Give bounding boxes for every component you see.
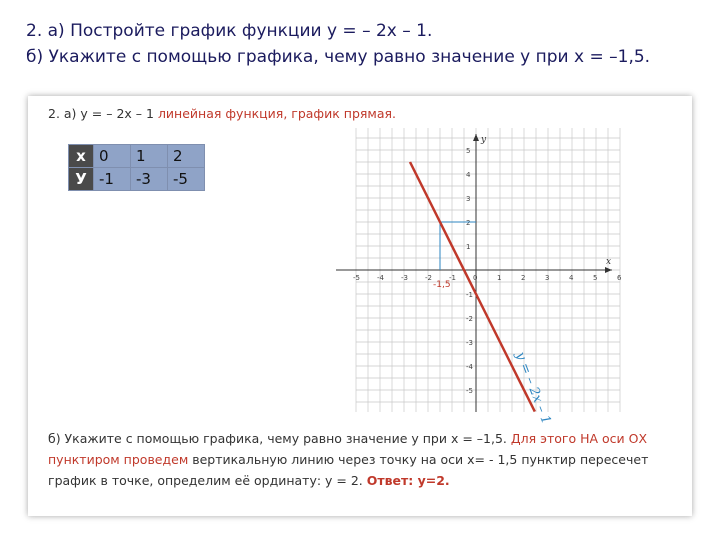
x-tick-labels xyxy=(353,274,622,282)
x-tick-label: 5 xyxy=(593,274,598,282)
x-marker-label: -1,5 xyxy=(433,280,451,290)
y-tick-label: 3 xyxy=(466,195,471,203)
part-b-highlight: Для этого НА оси ОХ пунктиром проведем xyxy=(48,431,648,467)
y-tick-label: -2 xyxy=(466,315,473,323)
x-tick-label: 2 xyxy=(521,274,526,282)
x-tick-label: 3 xyxy=(545,274,550,282)
table-cell: 0 xyxy=(94,145,131,168)
table-cell: 1 xyxy=(131,145,168,168)
y-tick-label: 4 xyxy=(466,171,471,179)
part-a-note: линейная функция, график прямая. xyxy=(157,106,396,121)
table-cell: 2 xyxy=(168,145,205,168)
y-tick-label: -5 xyxy=(466,387,473,395)
values-table xyxy=(68,144,205,191)
part-b-rest: вертикальную линию через точку на оси х= - 1,5 пунктир пересечет график в точке, определим её ординату: у = 2. xyxy=(48,452,649,488)
table-row-y xyxy=(69,168,205,191)
x-axis-label: x xyxy=(606,257,612,267)
x-tick-label: 6 xyxy=(617,274,622,282)
problem-part-b: б) Укажите с помощью графика, чему равно значение у при х = –1,5. xyxy=(26,47,651,67)
x-tick-label: -3 xyxy=(401,274,408,282)
y-tick-label: -1 xyxy=(466,291,473,299)
problem-statement xyxy=(26,18,706,70)
x-tick-label: -2 xyxy=(425,274,432,282)
y-axis-arrow xyxy=(473,134,479,141)
part-a-formula: 2. а) у = – 2х – 1 xyxy=(48,106,158,121)
y-tick-label: -4 xyxy=(466,363,473,371)
x-tick-label: -1 xyxy=(449,274,456,282)
x-tick-label: 0 xyxy=(473,274,478,282)
y-tick-labels xyxy=(466,147,474,395)
function-graph xyxy=(336,128,622,427)
x-tick-label: 1 xyxy=(497,274,502,282)
y-tick-label: 1 xyxy=(466,243,471,251)
table-row-x xyxy=(69,145,205,168)
function-line xyxy=(410,162,535,412)
part-b-intro: б) Укажите с помощью графика, чему равно значение у при х = –1,5. xyxy=(48,431,511,446)
part-a-heading xyxy=(48,106,396,121)
line-equation-label: у = – 2х – 1 xyxy=(512,350,554,427)
table-cell: -1 xyxy=(94,168,131,191)
part-b-explanation xyxy=(48,428,684,491)
table-x-header: х xyxy=(69,145,94,168)
y-axis-label: у xyxy=(481,135,487,145)
table-cell: -5 xyxy=(168,168,205,191)
x-tick-label: -4 xyxy=(377,274,384,282)
x-tick-label: 4 xyxy=(569,274,574,282)
y-tick-label: 5 xyxy=(466,147,471,155)
x-tick-label: -5 xyxy=(353,274,360,282)
y-tick-label: 2 xyxy=(466,219,471,227)
answer: Ответ: у=2. xyxy=(366,473,450,488)
y-tick-label: -3 xyxy=(466,339,473,347)
table-cell: -3 xyxy=(131,168,168,191)
table-y-header: У xyxy=(69,168,94,191)
x-axis-arrow xyxy=(605,267,612,273)
problem-part-a: 2. а) Постройте график функции у = – 2х – 1. xyxy=(26,21,433,41)
